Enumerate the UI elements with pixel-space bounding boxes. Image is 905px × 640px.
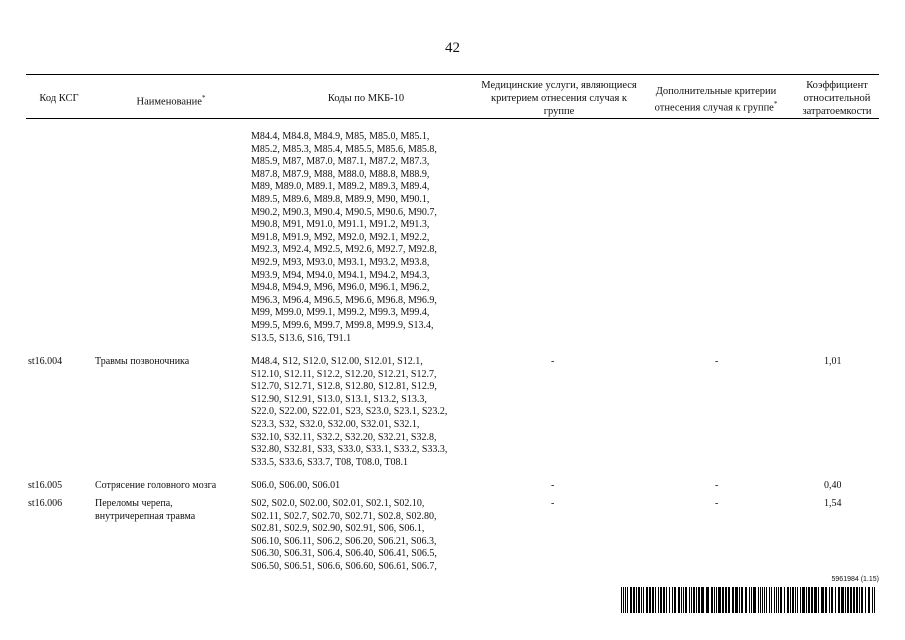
barcode-bar: [753, 587, 756, 613]
barcode-bar: [811, 587, 813, 613]
row-criteria: -: [715, 480, 719, 491]
barcode-bar: [741, 587, 743, 613]
barcode-bar: [853, 587, 855, 613]
barcode-bar: [749, 587, 750, 613]
table-header-top-rule: [26, 74, 879, 75]
barcode-bar: [685, 587, 687, 613]
row-name: Переломы черепа, внутричерепная травма: [95, 498, 196, 522]
barcode-bar: [831, 587, 833, 613]
barcode-bar: [691, 587, 692, 613]
row-services: -: [551, 356, 555, 367]
barcode-bar: [784, 587, 785, 613]
barcode-bar: [865, 587, 866, 613]
row-code: st16.004: [28, 356, 63, 367]
barcode-bar: [795, 587, 796, 613]
barcode-bar: [698, 587, 700, 613]
barcode-bar: [778, 587, 779, 613]
page-number: 42: [445, 40, 460, 56]
barcode-bar: [776, 587, 777, 613]
barcode-bar: [627, 587, 628, 613]
row-coefficient: 1,54: [824, 498, 842, 509]
barcode-bar: [641, 587, 642, 613]
barcode-bar: [621, 587, 622, 613]
header-additional-criteria: [640, 85, 792, 115]
barcode-bar: [658, 587, 659, 613]
header-name: [100, 92, 242, 109]
barcode-bar: [800, 587, 801, 613]
barcode-bar: [732, 587, 734, 613]
barcode-bar: [689, 587, 690, 613]
row-services: -: [551, 480, 555, 491]
continuation-icd-codes: M84.4, M84.8, M84.9, M85, M85.0, M85.1, M85.2, M85.3, M85.4, M85.5, M85.6, M85.8, M85.9, M87, M87.0, M87.1, M87.2, M87.3, M87.8, M87.9, M88, M88.0, M88.8, M88.9, M89, M89.0, M89.1, M89.2, M89.3, M89.4, M89.5, M89.6, M89.8, M89.9, M90, M90.1, M90.2, M90.3, M90.4, M90.5, M90.6, M90.7, M90.8, M91, M91.0, M91.1, M91.2, M91.3, M91.8, M91.9, M92, M92.0, M92.1, M92.2, M92.3, M92.4, M92.5, M92.6, M92.7, M92.8, M92.9, M93, M93.0, M93.1, M93.2, M93.8, M93.9, M94, M94.0, M94.1, M94.2, M94.3, M94.8, M94.9, M96, M96.0, M96.1, M96.2, M96.3, M96.4, M96.5, M96.6, M96.8, M96.9, M99, M99.0, M99.1, M99.2, M99.3, M99.4, M99.5, M99.6, M99.7, M99.8, M99.9, S13.4, S13.5, S13.6, S16, T91.1: [251, 131, 437, 344]
row-icd-codes: S02, S02.0, S02.00, S02.01, S02.1, S02.10, S02.11, S02.7, S02.70, S02.71, S02.8, S02.80, S02.81, S02.9, S02.90, S02.91, S06, S06.1, S06.10, S06.11, S06.2, S06.20, S06.21, S06.3, S06.30, S06.31, S06.4, S06.40, S06.41, S06.5, S06.50, S06.51, S06.6, S06.60, S06.61, S06.7,: [251, 498, 437, 572]
barcode-bar: [847, 587, 849, 613]
barcode-bar: [766, 587, 767, 613]
barcode-bar: [745, 587, 747, 613]
row-code: st16.006: [28, 498, 63, 509]
barcode-bar: [630, 587, 632, 613]
barcode-bar: [739, 587, 740, 613]
row-coefficient: 0,40: [824, 480, 842, 491]
header-criteria-footnote-mark: *: [773, 100, 778, 108]
barcode-bar: [666, 587, 667, 613]
barcode-bar: [821, 587, 824, 613]
barcode-bar: [868, 587, 870, 613]
barcode-bar: [663, 587, 665, 613]
barcode-bar: [683, 587, 684, 613]
barcode-bar: [660, 587, 662, 613]
barcode-bar: [672, 587, 673, 613]
barcode-bar: [643, 587, 644, 613]
row-code: st16.005: [28, 480, 63, 491]
barcode-bar: [722, 587, 724, 613]
barcode-bar: [808, 587, 810, 613]
barcode-bar: [814, 587, 817, 613]
barcode-bar: [735, 587, 738, 613]
barcode-bar: [751, 587, 752, 613]
barcode-bar: [696, 587, 697, 613]
row-icd-codes: M48.4, S12, S12.0, S12.00, S12.01, S12.1, S12.10, S12.11, S12.2, S12.20, S12.21, S12.7, S12.70, S12.71, S12.8, S12.80, S12.81, S12.9, S12.90, S12.91, S13.0, S13.1, S13.2, S13.3, S22.0, S22.00, S22.01, S23, S23.0, S23.1, S23.2, S23.3, S32, S32.0, S32.00, S32.01, S32.1, S32.10, S32.11, S32.2, S32.20, S32.21, S32.8, S32.80, S32.81, S33, S33.0, S33.1, S33.2, S33.3, S33.5, S33.6, S33.7, T08, T08.0, T08.1: [251, 356, 448, 468]
row-coefficient: 1,01: [824, 356, 842, 367]
barcode-bar: [762, 587, 763, 613]
barcode: [621, 587, 877, 613]
barcode-bar: [841, 587, 844, 613]
barcode-bar: [633, 587, 635, 613]
barcode-bar: [636, 587, 637, 613]
barcode-bar: [701, 587, 704, 613]
barcode-bar: [856, 587, 858, 613]
barcode-bar: [806, 587, 807, 613]
barcode-bar: [872, 587, 873, 613]
barcode-bar: [787, 587, 789, 613]
header-medical-services: Медицинские услуги, являющиеся критерием отнесения случая к группе: [481, 80, 637, 117]
row-criteria: -: [715, 356, 719, 367]
barcode-bar: [838, 587, 840, 613]
barcode-bar: [859, 587, 860, 613]
barcode-bar: [646, 587, 648, 613]
barcode-bar: [706, 587, 709, 613]
barcode-bar: [714, 587, 715, 613]
row-criteria: -: [715, 498, 719, 509]
barcode-bar: [649, 587, 651, 613]
barcode-bar: [790, 587, 791, 613]
header-coefficient: Коэффициент относительной затратоемкости: [802, 80, 872, 117]
barcode-bar: [655, 587, 656, 613]
barcode-bar: [780, 587, 782, 613]
barcode-bar: [711, 587, 713, 613]
barcode-bar: [829, 587, 830, 613]
barcode-bar: [861, 587, 863, 613]
barcode-bar: [874, 587, 875, 613]
header-icd-codes: Коды по МКБ-10: [327, 93, 405, 104]
header-criteria-text: Дополнительные критерии отнесения случая к группе: [654, 86, 777, 114]
barcode-bar: [845, 587, 846, 613]
barcode-bar: [674, 587, 676, 613]
barcode-bar: [652, 587, 654, 613]
barcode-bar: [725, 587, 727, 613]
barcode-bar: [818, 587, 819, 613]
table-header-bottom-rule: [26, 118, 879, 119]
barcode-bar: [678, 587, 680, 613]
barcode-bar: [774, 587, 775, 613]
row-name: Травмы позвоночника: [95, 356, 190, 367]
header-name-footnote-mark: *: [201, 94, 206, 102]
barcode-bar: [638, 587, 640, 613]
barcode-bar: [760, 587, 761, 613]
barcode-bar: [825, 587, 827, 613]
barcode-bar: [681, 587, 682, 613]
barcode-label: 5961984 (1.15): [831, 576, 879, 583]
barcode-bar: [802, 587, 805, 613]
barcode-bar: [758, 587, 759, 613]
barcode-bar: [728, 587, 730, 613]
row-services: -: [551, 498, 555, 509]
row-name: Сотрясение головного мозга: [95, 480, 217, 491]
barcode-bar: [792, 587, 794, 613]
barcode-bar: [850, 587, 852, 613]
header-code-ksg: Код КСГ: [39, 93, 79, 104]
barcode-bar: [771, 587, 772, 613]
barcode-bar: [797, 587, 798, 613]
barcode-bar: [835, 587, 836, 613]
barcode-bar: [693, 587, 695, 613]
barcode-bar: [716, 587, 717, 613]
barcode-bar: [718, 587, 721, 613]
row-icd-codes: S06.0, S06.00, S06.01: [251, 480, 341, 491]
barcode-bar: [625, 587, 626, 613]
header-name-text: Наименование: [136, 96, 202, 108]
barcode-bar: [669, 587, 670, 613]
barcode-bar: [623, 587, 624, 613]
barcode-bar: [764, 587, 765, 613]
barcode-bar: [769, 587, 770, 613]
